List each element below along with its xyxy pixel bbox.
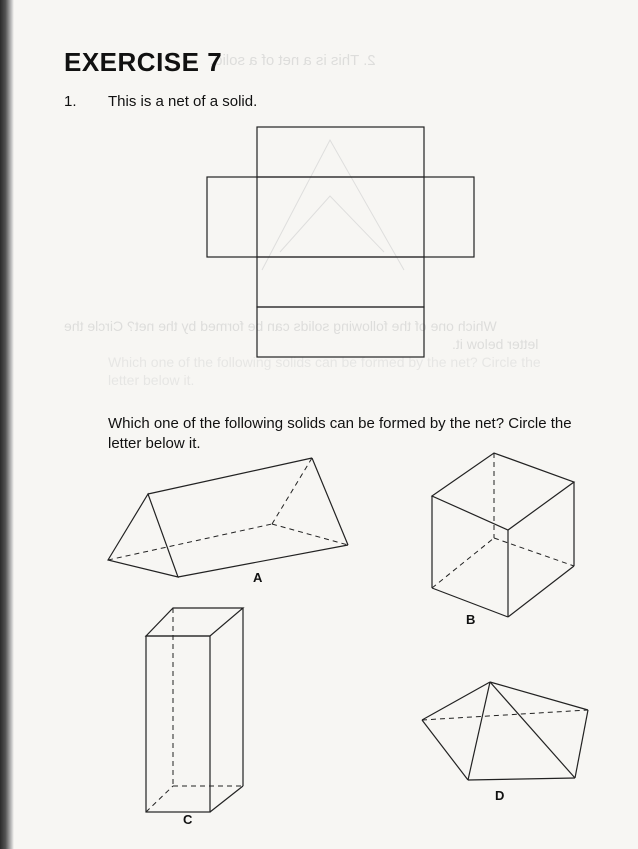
pyramid-d-edge-back [490, 682, 588, 710]
faint-line-1: Which one of the following solids can be formed by the net? Circle the [108, 354, 541, 370]
pyramid-d-edge-right [490, 682, 575, 778]
option-label-b[interactable]: B [466, 612, 476, 627]
instruction-text: Which one of the following solids can be formed by the net? Circle the letter below it. [108, 415, 572, 452]
pyramid-d-hidden-back-base [422, 710, 588, 720]
pyramid-d-edge-front [468, 682, 490, 780]
exercise-title: EXERCISE 7 [64, 47, 223, 77]
faint-line-2: letter below it. [108, 372, 195, 388]
option-label-d[interactable]: D [495, 788, 505, 803]
bleed-through-header: 2. This is a net of a solid. [210, 52, 376, 69]
option-label-a[interactable]: A [253, 570, 263, 585]
pyramid-d-front-base [468, 778, 575, 780]
pyramid-d-right-base [575, 710, 588, 778]
pyramid-d-edge-left [422, 682, 490, 720]
option-label-c[interactable]: C [183, 812, 193, 827]
question-number: 1. [64, 93, 77, 110]
pyramid-d-front-left-base [422, 720, 468, 780]
bleed-through-line-1: Which one of the following solids can be formed by the net? Circle the [64, 318, 497, 334]
question-text: This is a net of a solid. [108, 93, 258, 110]
bleed-through-line-2: letter below it. [452, 336, 539, 352]
